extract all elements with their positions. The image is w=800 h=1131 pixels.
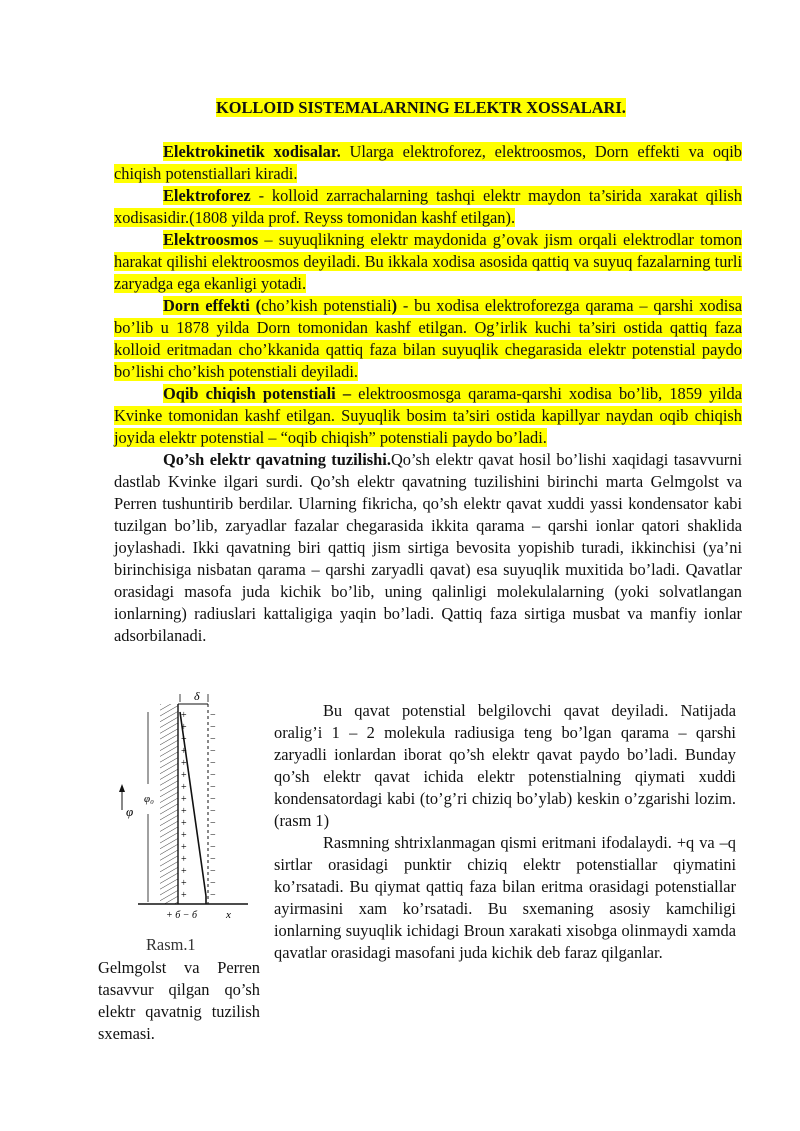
minus-sign: −	[210, 770, 216, 781]
plus-sign: +	[181, 794, 187, 805]
plus-sign: +	[181, 854, 187, 865]
negative-charges	[210, 710, 216, 901]
paragraph-electroosmosis: Elektroosmos – suyuqlikning elektr maydonida g’ovak jism orqali elektrodlar tomon harakat qilishi elektroosmos deyiladi. Bu ikkala xodisa asosida qattiq va suyuq fazalarning turli zaryadga ega ekanligi yotadi.	[114, 230, 742, 293]
paragraph-electrokinetic: Elektrokinetik xodisalar. Ularga elektroforez, elektroosmos, Dorn effekti va oqib chiqish potenstiallari kiradi.	[114, 142, 742, 183]
plus-sign: +	[181, 746, 187, 757]
minus-sign: −	[210, 890, 216, 901]
minus-sign: −	[210, 782, 216, 793]
plus-sign: +	[181, 710, 187, 721]
double-layer-diagram	[108, 688, 258, 928]
plus-sign: +	[181, 878, 187, 889]
page-title: KOLLOID SISTEMALARNING ELEKTR XOSSALARI.	[216, 98, 626, 117]
minus-sign: −	[210, 758, 216, 769]
phi0-label: φ₀	[144, 793, 154, 805]
minus-sign: −	[210, 842, 216, 853]
plus-sign: +	[181, 842, 187, 853]
minus-sign: −	[210, 830, 216, 841]
paragraph-dorn-effect: Dorn effekti (cho’kish potenstiali) - bu xodisa elektroforezga qarama – qarshi xodisa bo’lib u 1878 yilda Dorn tomonidan kashf etilgan. Og’irlik kuchi ta’siri ostida qattiq faza kolloid eritmadan cho’kkanida qattiq faza bilan suyuqlik chegarasida elektr potenstial paydo bo’lishi cho’kish potenstiali deyiladi.	[114, 296, 742, 381]
paragraph-streaming-potential: Oqib chiqish potenstiali – elektroosmosga qarama-qarshi xodisa bo’lib, 1859 yilda Kvinke tomonidan kashf etilgan. Suyuqlik bosim ta’siri ostida kapillyar naydan oqib chiqish joyida elektr potenstial – “oqib chiqish” potenstiali paydo bo’ladi.	[114, 384, 742, 447]
plus-sign: +	[181, 722, 187, 733]
figure-caption: Gelmgolst va Perren tasavvur qilgan qo’sh elektr qavatnig tuzilish sxemasi.	[98, 958, 260, 1043]
minus-sign: −	[210, 722, 216, 733]
plus-sign: +	[181, 758, 187, 769]
paragraph-electrophoresis: Elektroforez - kolloid zarrachalarning tashqi elektr maydon ta’sirida xarakat qilish xodisasidir.(1808 yilda prof. Reyss tomonidan kashf etilgan).	[114, 186, 742, 227]
charge-label: + б − б	[166, 910, 198, 921]
solid-phase-hatch	[160, 704, 178, 904]
minus-sign: −	[210, 866, 216, 877]
phi-arrowhead	[119, 784, 125, 792]
paragraph-diagram-explanation: Rasmning shtrixlanmagan qismi eritmani ifodalaydi. +q va –q sirtlar orasidagi punktir chiziq elektr potenstiallar qiymatini ko’rsatadi. Bu qiymat qattiq faza bilan eritma orasidagi potenstiallar ayirmasini xam ko’rsatadi. Bu sxemaning asosiy kamchiligi ionlarning suyuqlik ichidagi Broun xarakati xisobga olinmaydi xamda qavatlar orasidagi masofani juda kichik deb faraz qilganlar.	[274, 833, 736, 962]
plus-sign: +	[181, 806, 187, 817]
minus-sign: −	[210, 854, 216, 865]
plus-sign: +	[181, 890, 187, 901]
plus-sign: +	[181, 782, 187, 793]
paragraph-double-layer: Qo’sh elektr qavatning tuzilishi.Qo’sh elektr qavat hosil bo’lishi xaqidagi tasavvurni dastlab Kvinke ilgari surdi. Qo’sh elektr qavatning tuzilishini birinchi marta Gelmgolst va Perren tushuntirib berdilar. Ularning fikricha, qo’sh elektr qavat xuddi yassi kondensator kabi tuzilgan bo’lib, zaryadlar fazalar chegarasida ikkita qarama – qarshi ionlar qatori shaklida joylashadi. Ikki qavatning biri qattiq jism sirtiga bevosita yopishib turadi, ikkinchisi (ya’ni birinchisiga nisbatan qarama – qarshi zaryadli qavat) esa suyuqlik muxitida bo’ladi. Qavatlar orasidagi masofa juda kichik bo’lib, uning qalinligi molekulalarning (yoki solvatlangan ionlarning) radiuslari kattaligiga yaqin bo’ladi. Qattiq faza sirtiga musbat va manfiy ionlar adsorbilanadi.	[114, 450, 742, 645]
minus-sign: −	[210, 734, 216, 745]
x-label: x	[226, 909, 231, 921]
minus-sign: −	[210, 878, 216, 889]
main-text	[114, 141, 742, 647]
minus-sign: −	[210, 806, 216, 817]
minus-sign: −	[210, 710, 216, 721]
plus-sign: +	[181, 830, 187, 841]
diagram-svg	[108, 688, 258, 928]
phi-label: φ	[126, 804, 134, 819]
plus-sign: +	[181, 734, 187, 745]
minus-sign: −	[210, 818, 216, 829]
positive-charges	[181, 710, 187, 901]
minus-sign: −	[210, 746, 216, 757]
right-column-text	[274, 700, 736, 964]
plus-sign: +	[181, 770, 187, 781]
delta-label: δ	[194, 689, 200, 703]
plus-sign: +	[181, 866, 187, 877]
minus-sign: −	[210, 794, 216, 805]
paragraph-potential-layer: Bu qavat potenstial belgilovchi qavat deyiladi. Natijada oralig’i 1 – 2 molekula radiusiga teng bo’lgan qarama – qarshi zaryadli ionlardan iborat qo’sh elektr qavat paydo bo’ladi. Bunday qo’sh elektr qavat ichida elektr potenstialning qiymati xuddi kondensatordagi kabi (to’g’ri chiziq bo’ylab) keskin o’zgarishi lozim.(rasm 1)	[274, 701, 736, 830]
plus-sign: +	[181, 818, 187, 829]
figure-number: Rasm.1	[146, 935, 196, 954]
